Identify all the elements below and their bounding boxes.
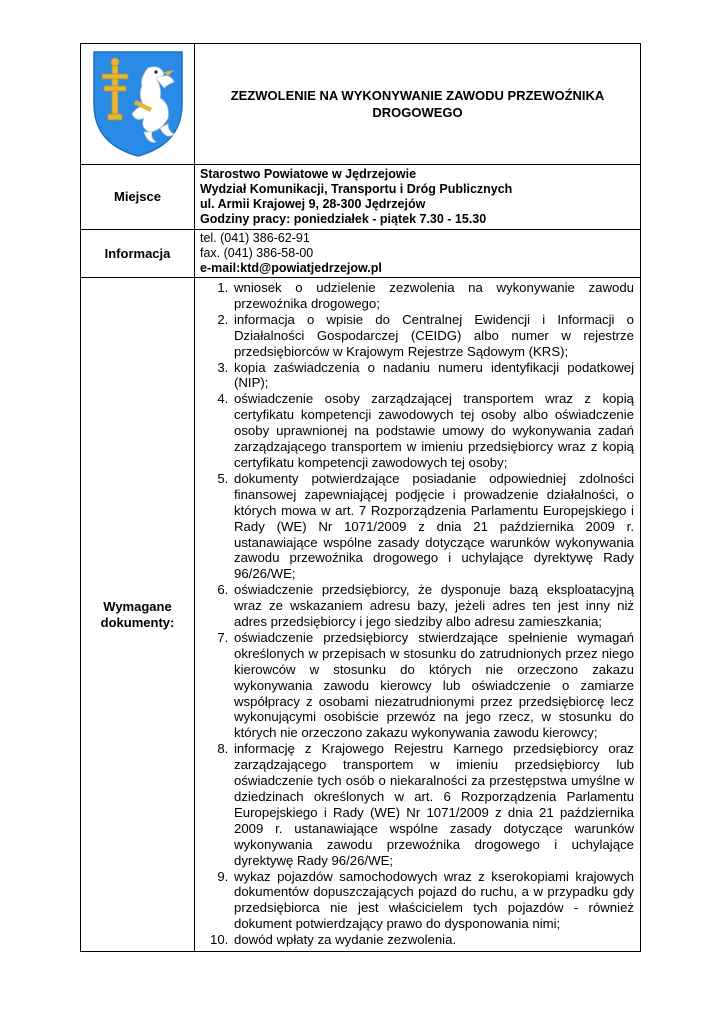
department-name: Wydział Komunikacji, Transportu i Dróg Publicznych (200, 182, 513, 196)
list-item: 10. dowód wpłaty za wydanie zezwolenia. (232, 932, 634, 948)
info-cell (195, 230, 641, 278)
header-row (81, 44, 641, 165)
document-table (80, 43, 641, 952)
fax-number: fax. (041) 386-58-00 (200, 246, 314, 260)
documents-label-text: Wymagane dokumenty: (100, 598, 175, 630)
list-item: 1. wniosek o udzielenie zezwolenia na wykonywanie zawodu przewoźnika drogowego; (232, 280, 634, 312)
list-item: 3. kopia zaświadczenia o nadaniu numeru identyfikacji podatkowej (NIP); (232, 360, 634, 392)
place-label: Miejsce (81, 165, 195, 230)
phone-number: tel. (041) 386-62-91 (200, 231, 310, 245)
coat-of-arms-icon (90, 48, 186, 160)
crest-wrap (81, 48, 194, 160)
list-item: 8. informację z Krajowego Rejestru Karnego przedsiębiorcy oraz zarządzającego transportem w imieniu przedsiębiorcy lub oświadczenie tych osób o niekaralności za przestępstwa umyślne w dziedzinach określonych w art. 6 Rozporządzenia Parlamentu Europejskiego i Rady (WE) Nr 1071/2009 z dnia 21 października 2009 r. ustanawiające wspólne zasady dotyczące warunków wykonywania zawodu przewoźnika drogowego i uchylające dyrektywę Rady 96/26/WE; (232, 741, 634, 868)
place-cell (195, 165, 641, 230)
title-cell (195, 44, 641, 165)
info-label: Informacja (81, 230, 195, 278)
documents-row (81, 278, 641, 952)
list-item: 4. oświadczenie osoby zarządzającej transportem wraz z kopią certyfikatu kompetencji zawodowych tej osoby albo oświadczenie osoby uprawnionej na podstawie umowy do wykonywania zadań zarządzającego transportem w imieniu przedsiębiorcy wraz z kopią certyfikatu kompetencji zawodowych tej osoby; (232, 391, 634, 471)
list-item: 6. oświadczenie przedsiębiorcy, że dysponuje bazą eksploatacyjną wraz ze wskazaniem adresu bazy, jeżeli adres ten jest inny niż adres przedsiębiorcy i jego siedziby albo adresu zamieszkania; (232, 582, 634, 630)
documents-list (201, 280, 634, 948)
crest-cell (81, 44, 195, 165)
info-row (81, 230, 641, 278)
list-item: 2. informacja o wpisie do Centralnej Ewidencji i Informacji o Działalności Gospodarczej (CEIDG) albo numer w rejestrze przedsiębiorców w Krajowym Rejestrze Sądowym (KRS); (232, 312, 634, 360)
document-title: ZEZWOLENIE NA WYKONYWANIE ZAWODU PRZEWOŹNIKA DROGOWEGO (230, 88, 605, 120)
place-row (81, 165, 641, 230)
documents-cell (195, 278, 641, 952)
email-address[interactable]: e-mail:ktd@powiatjedrzejow.pl (200, 261, 382, 275)
list-item: 7. oświadczenie przedsiębiorcy stwierdzające spełnienie wymagań określonych w przepisach w stosunku do zatrudnionych przez niego kierowców w stosunku do których nie orzeczono zakazu wykonywania zawodu kierowcy lub oświadczenie o zamiarze współpracy z osobami niezatrudnionymi przez przedsiębiorcę lecz wykonującymi osobiście przewóz na jego rzecz, w stosunku do których nie orzeczono zakazu wykonywania zawodu kierowcy; (232, 630, 634, 741)
documents-label (81, 278, 195, 952)
office-name: Starostwo Powiatowe w Jędrzejowie (200, 167, 417, 181)
list-item: 9. wykaz pojazdów samochodowych wraz z kserokopiami krajowych dokumentów dopuszczających pojazd do ruchu, a w przypadku gdy przedsiębiorca nie jest właścicielem tych pojazdów - również dokument potwierdzający prawo do dysponowania nimi; (232, 869, 634, 933)
office-hours: Godziny pracy: poniedziałek - piątek 7.30 - 15.30 (200, 212, 487, 226)
list-item: 5. dokumenty potwierdzające posiadanie odpowiedniej zdolności finansowej zapewniającej podjęcie i prowadzenie działalności, o których mowa w art. 7 Rozporządzenia Parlamentu Europejskiego i Rady (WE) Nr 1071/2009 z dnia 21 października 2009 r. ustanawiające wspólne zasady dotyczące warunków wykonywania zawodu przewoźnika drogowego i uchylające dyrektywę Rady 96/26/WE; (232, 471, 634, 582)
office-address: ul. Armii Krajowej 9, 28-300 Jędrzejów (200, 197, 426, 211)
